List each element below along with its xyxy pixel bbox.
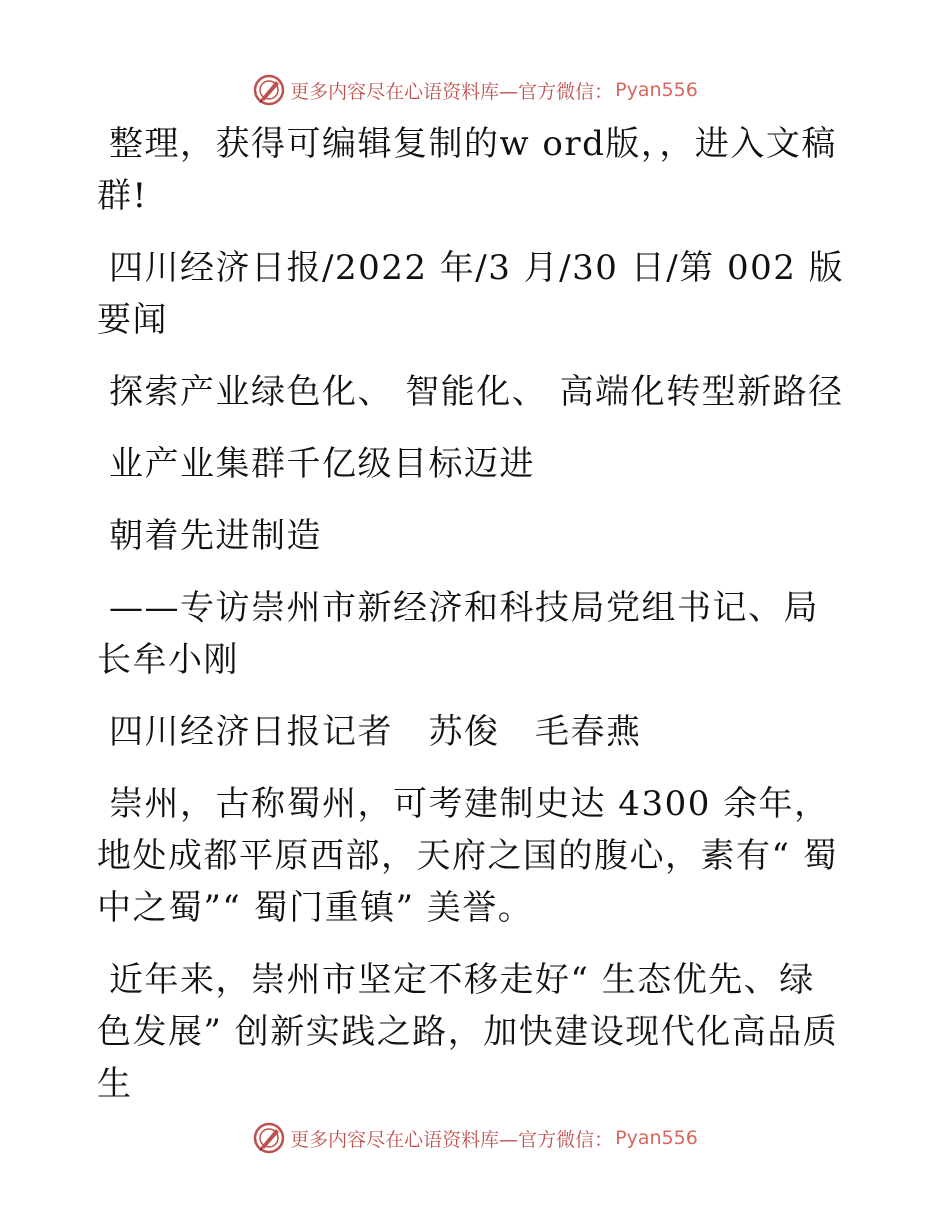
- watermark-wechat-id: Pyan556: [615, 79, 698, 101]
- paragraph-publication-info: 四川经济日报/2022 年/3 月/30 日/第 002 版要闻: [97, 248, 845, 340]
- header-watermark: [0, 70, 950, 110]
- paragraph-headline-line-1: 探索产业绿色化、 智能化、 高端化转型新路径: [109, 372, 844, 412]
- quill-logo-icon: [252, 1121, 286, 1155]
- footer-watermark: [0, 1118, 950, 1158]
- watermark-text: 更多内容尽在心语资料库—官方微信：: [290, 1128, 614, 1151]
- paragraph-body-2: 近年来，崇州市坚定不移走好“ 生态优先、绿色发展” 创新实践之路，加快建设现代化高品质生: [97, 960, 839, 1104]
- paragraph-byline: 四川经济日报记者 苏俊 毛春燕: [109, 712, 642, 752]
- paragraph-headline-line-2: 业产业集群千亿级目标迈进: [109, 444, 535, 484]
- watermark-wechat-id: Pyan556: [615, 1127, 698, 1149]
- quill-logo-icon: [252, 73, 286, 107]
- paragraph-body-1: 崇州，古称蜀州，可考建制史达 4300 余年，地处成都平原西部，天府之国的腹心，素有“ 蜀中之蜀”“ 蜀门重镇” 美誉。: [97, 784, 839, 928]
- paragraph-source-note: 整理，获得可编辑复制的w ord版，，进入文稿群!: [97, 124, 837, 216]
- watermark-text: 更多内容尽在心语资料库—官方微信：: [290, 80, 614, 103]
- paragraph-subtitle: ——专访崇州市新经济和科技局党组书记、局长牟小刚: [97, 588, 819, 680]
- paragraph-headline-line-3: 朝着先进制造: [109, 516, 322, 556]
- document-body: [97, 118, 847, 1130]
